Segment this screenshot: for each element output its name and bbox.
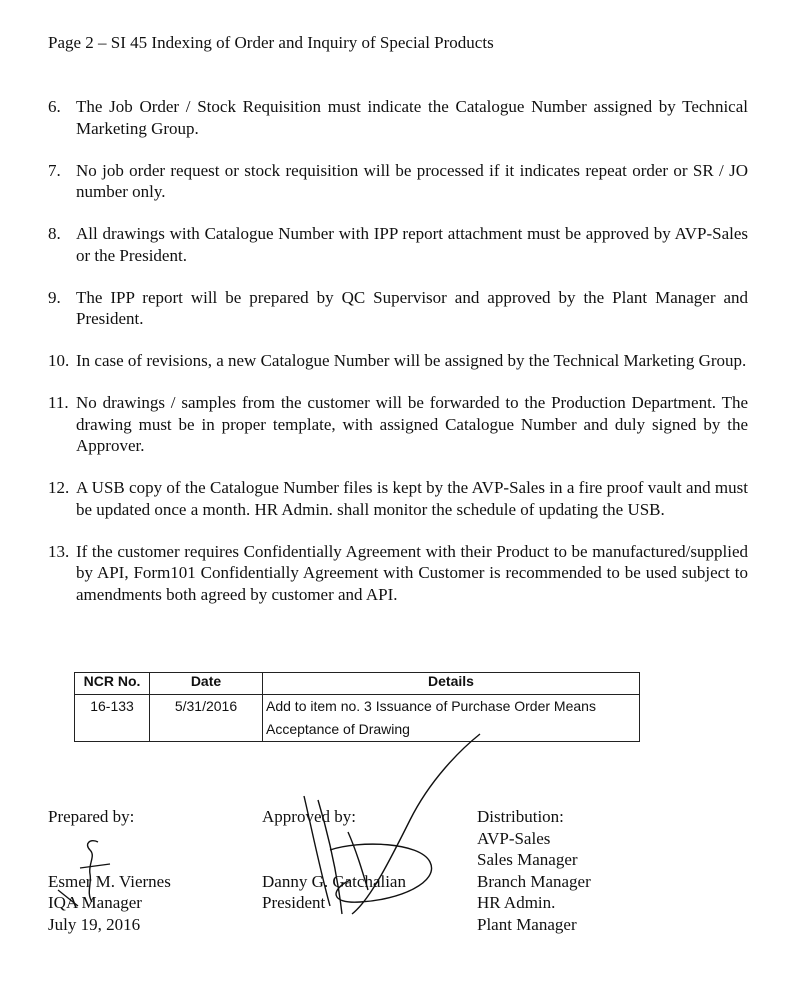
column-header-ncr: NCR No. — [75, 673, 150, 695]
item-number: 9. — [48, 287, 61, 307]
list-item — [48, 541, 748, 606]
item-number: 11. — [48, 393, 69, 412]
list-item — [48, 96, 748, 139]
distribution-item: AVP-Sales — [477, 828, 551, 848]
approved-by-label: Approved by: — [262, 807, 356, 826]
details-cell — [263, 695, 640, 742]
list-item — [48, 160, 748, 203]
item-text: No job order request or stock requisition will be processed if it indicates repeat order or SR / JO number only. — [76, 160, 748, 201]
date-cell: 5/31/2016 — [150, 695, 263, 742]
item-number: 6. — [48, 97, 61, 116]
list-item — [48, 392, 748, 457]
item-text: If the customer requires Confidentially Agreement with their Product to be manufactured/supplied by API, Form101 Confidentially Agreement with Customer is recommended to be used subject to amendments both agreed by customer and API. — [76, 541, 748, 604]
ncr-number-cell: 16-133 — [75, 695, 150, 742]
item-number: 10. — [48, 351, 70, 370]
item-text: All drawings with Catalogue Number with IPP report attachment must be approved by AVP-Sales or the President. — [76, 224, 748, 265]
table-row — [75, 695, 640, 742]
list-item — [48, 350, 748, 372]
item-text: The Job Order / Stock Requisition must indicate the Catalogue Number assigned by Technical Marketing Group. — [76, 97, 748, 138]
item-text: No drawings / samples from the customer will be forwarded to the Production Department. The drawing must be in proper template, with assigned Catalogue Number and duly signed by the Approver. — [76, 393, 748, 455]
approver-title: President — [262, 893, 326, 912]
item-number: 12. — [48, 478, 70, 497]
list-item — [48, 477, 748, 520]
ncr-table — [74, 672, 640, 742]
item-number: 8. — [48, 224, 61, 243]
column-header-details: Details — [263, 673, 640, 695]
table-header-row — [75, 673, 640, 695]
approver-name: Danny G. Gatchalian — [262, 871, 406, 891]
instruction-list — [48, 96, 748, 626]
prepared-by-block — [48, 806, 171, 935]
item-number: 13. — [48, 541, 70, 561]
distribution-item: Sales Manager — [477, 850, 578, 869]
distribution-block — [477, 806, 591, 935]
item-number: 7. — [48, 160, 61, 180]
item-text: In case of revisions, a new Catalogue Number will be assigned by the Technical Marketing Group. — [76, 351, 747, 370]
item-text: The IPP report will be prepared by QC Supervisor and approved by the Plant Manager and President. — [76, 287, 748, 328]
list-item — [48, 223, 748, 266]
details-line-1: Add to item no. 3 Issuance of Purchase Order Means — [266, 698, 596, 714]
details-line-2: Acceptance of Drawing — [266, 721, 410, 737]
prepared-date: July 19, 2016 — [48, 914, 141, 934]
prepared-by-label: Prepared by: — [48, 807, 135, 826]
column-header-date: Date — [150, 673, 263, 695]
distribution-item: Branch Manager — [477, 871, 591, 891]
item-text: A USB copy of the Catalogue Number files is kept by the AVP-Sales in a fire proof vault and must be updated once a month. HR Admin. shall monitor the schedule of updating the USB. — [76, 478, 748, 519]
list-item — [48, 287, 748, 330]
approved-by-block — [262, 806, 406, 914]
page-header: Page 2 – SI 45 Indexing of Order and Inquiry of Special Products — [48, 33, 494, 52]
distribution-label: Distribution: — [477, 807, 564, 826]
preparer-title: IQA Manager — [48, 893, 142, 912]
preparer-name: Esmer M. Viernes — [48, 871, 171, 891]
distribution-item: HR Admin. — [477, 893, 556, 912]
distribution-item: Plant Manager — [477, 914, 577, 934]
